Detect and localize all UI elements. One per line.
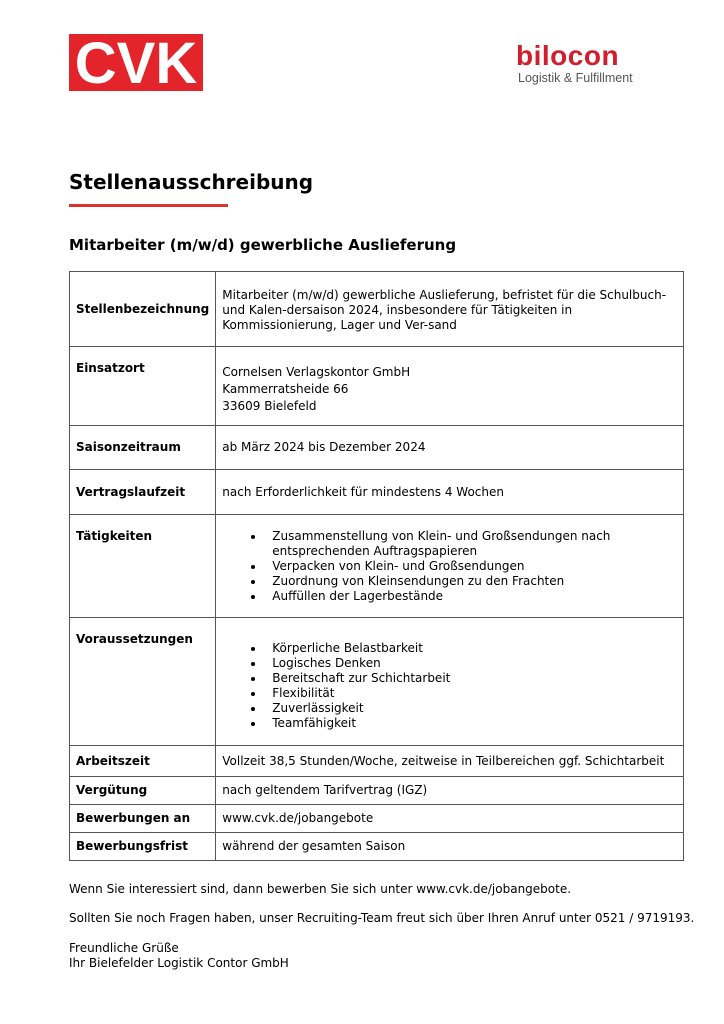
row-bewerbungsfrist: [70, 833, 684, 861]
value-voraussetzungen: [216, 618, 684, 746]
row-arbeitszeit: [70, 746, 684, 777]
value-verguetung: nach geltendem Tarifvertrag (IGZ): [216, 777, 684, 805]
value-arbeitszeit: Vollzeit 38,5 Stunden/Woche, zeitweise in Teilbereichen ggf. Schichtarbeit: [216, 746, 684, 777]
job-subtitle: Mitarbeiter (m/w/d) gewerbliche Auslieferung: [69, 236, 457, 254]
value-taetigkeiten: [216, 515, 684, 618]
einsatzort-company: Cornelsen Verlagskontor GmbH: [222, 365, 411, 379]
footer-signature: Ihr Bielefelder Logistik Contor GmbH: [69, 956, 289, 970]
einsatzort-street: Kammerratsheide 66: [222, 382, 349, 396]
title-underline: [69, 204, 228, 207]
list-item: • Verpacken von Klein- und Großsendungen: [265, 559, 677, 574]
footer-greeting: Freundliche Grüße: [69, 941, 179, 955]
job-details-table: [69, 271, 684, 861]
row-vertragslaufzeit: [70, 470, 684, 515]
row-taetigkeiten: [70, 515, 684, 618]
row-bewerbungen: [70, 805, 684, 833]
value-bewerbungsfrist: während der gesamten Saison: [216, 833, 684, 861]
label-voraussetzungen: Voraussetzungen: [70, 618, 216, 746]
value-vertragslaufzeit: nach Erforderlichkeit für mindestens 4 Wochen: [216, 470, 684, 515]
value-saisonzeitraum: ab März 2024 bis Dezember 2024: [216, 426, 684, 470]
footer-apply-text: Wenn Sie interessiert sind, dann bewerben Sie sich unter www.cvk.de/jobangebote.: [69, 882, 572, 896]
label-taetigkeiten: Tätigkeiten: [70, 515, 216, 618]
label-einsatzort: Einsatzort: [70, 347, 216, 426]
list-item: • Körperliche Belastbarkeit: [265, 641, 677, 656]
value-einsatzort: [216, 347, 684, 426]
label-arbeitszeit: Arbeitszeit: [70, 746, 216, 777]
list-item: • Auffüllen der Lagerbestände: [265, 589, 677, 604]
value-bewerbungen: www.cvk.de/jobangebote: [216, 805, 684, 833]
row-einsatzort: [70, 347, 684, 426]
row-stellenbezeichnung: [70, 272, 684, 347]
voraussetzungen-list: [222, 641, 677, 731]
page-title: Stellenausschreibung: [69, 170, 314, 194]
list-item: • Bereitschaft zur Schichtarbeit: [265, 671, 677, 686]
bilocon-logo: [516, 42, 646, 85]
label-verguetung: Vergütung: [70, 777, 216, 805]
label-bewerbungsfrist: Bewerbungsfrist: [70, 833, 216, 861]
cvk-logo: [69, 30, 203, 96]
footer-contact-text: Sollten Sie noch Fragen haben, unser Recruiting-Team freut sich über Ihren Anruf unter 0521 / 9719193.: [69, 911, 695, 925]
label-saisonzeitraum: Saisonzeitraum: [70, 426, 216, 470]
bilocon-logo-name: bilocon: [516, 40, 620, 71]
list-item: • Zuordnung von Kleinsendungen zu den Frachten: [265, 574, 677, 589]
row-voraussetzungen: [70, 618, 684, 746]
row-saisonzeitraum: [70, 426, 684, 470]
list-item: • Flexibilität: [265, 686, 677, 701]
list-item: • Zusammenstellung von Klein- und Großsendungen nach entsprechenden Auftragspapieren: [265, 529, 677, 559]
list-item: • Logisches Denken: [265, 656, 677, 671]
einsatzort-city: 33609 Bielefeld: [222, 399, 317, 413]
list-item: • Zuverlässigkeit: [265, 701, 677, 716]
value-stellenbezeichnung: Mitarbeiter (m/w/d) gewerbliche Auslieferung, befristet für die Schulbuch- und Kalen-dersaison 2024, insbesondere für Tätigkeiten in Kommissionierung, Lager und Ver-sand: [216, 272, 684, 347]
taetigkeiten-list: [222, 529, 677, 604]
label-stellenbezeichnung: Stellenbezeichnung: [70, 272, 216, 347]
label-bewerbungen: Bewerbungen an: [70, 805, 216, 833]
label-vertragslaufzeit: Vertragslaufzeit: [70, 470, 216, 515]
list-item: • Teamfähigkeit: [265, 716, 677, 731]
cvk-logo-text: CVK: [74, 30, 198, 96]
bilocon-logo-tagline: Logistik & Fulfillment: [518, 71, 633, 85]
row-verguetung: [70, 777, 684, 805]
